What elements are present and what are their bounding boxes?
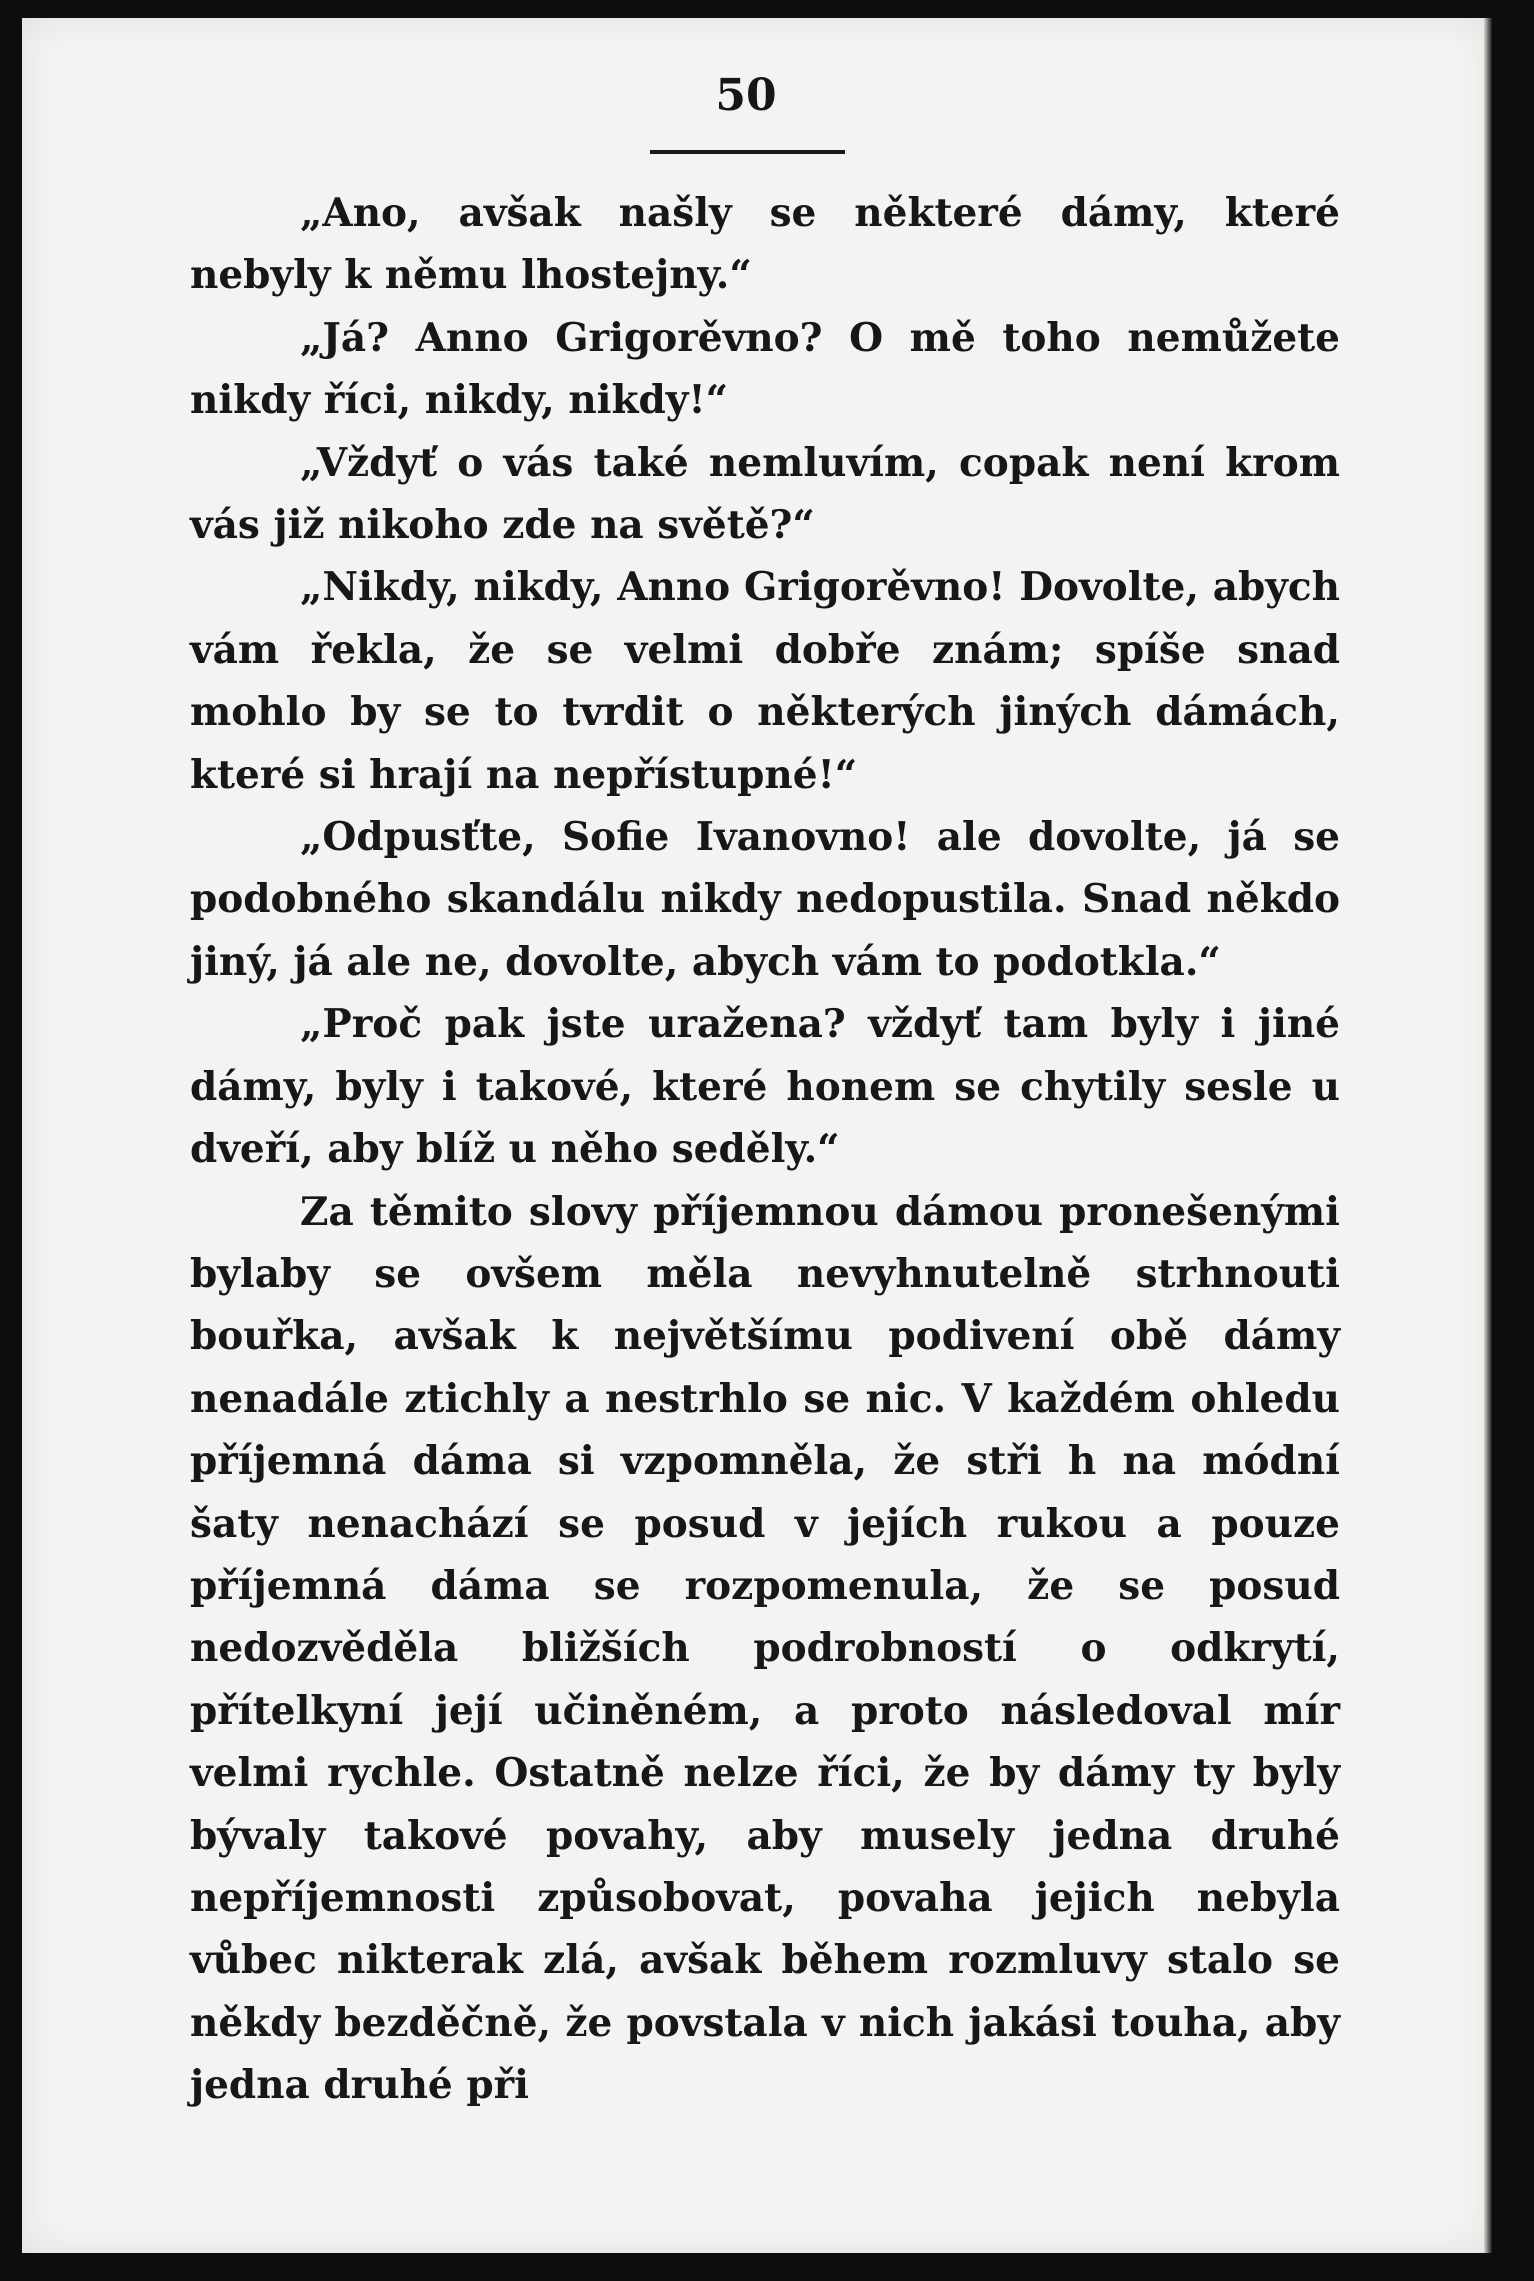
page-edge — [1484, 18, 1492, 2253]
page-number: 50 — [715, 70, 777, 121]
paragraph: Za těmito slovy příjemnou dámou pronešenými bylaby se ovšem měla nevyhnutelně strhnouti bouřka, avšak k největšímu podivení obě dámy nenadále ztichly a nestrhlo se nic. V každém ohledu příjemná dáma si vzpomněla, že stři h na módní šaty nenachází se posud v jejích rukou a pouze příjemná dáma se rozpomenula, že se posud nedozvěděla bližších podrobností o odkrytí, přítelkyní její učiněném, a proto následoval mír velmi rychle. Ostatně nelze říci, že by dámy ty byly bývaly takové povahy, aby musely jedna druhé nepříjemnosti způsobovat, povaha jejich nebyla vůbec nikterak zlá, avšak během rozmluvy stalo se někdy bezděčně, že povstala v nich jakási touha, aby jedna druhé při — [190, 1188, 1340, 2109]
paragraph: „Proč pak jste uražena? vždyť tam byly i jiné dámy, byly i takové, které honem se chytily sesle u dveří, aby blíž u něho seděly.“ — [190, 1001, 1340, 1173]
paragraph: „Nikdy, nikdy, Anno Grigorěvno! Dovolte, abych vám řekla, že se velmi dobře znám; spíše snad mohlo by se to tvrdit o některých jiných dámách, které si hrají na nepřístupné!“ — [190, 564, 1340, 798]
paragraph: „Vždyť o vás také nemluvím, copak není krom vás již nikoho zde na světě?“ — [190, 439, 1340, 549]
paragraph: „Já? Anno Grigorěvno? O mě toho nemůžete nikdy říci, nikdy, nikdy!“ — [190, 314, 1340, 424]
paragraph: „Ano, avšak našly se některé dámy, které nebyly k němu lhostejny.“ — [190, 190, 1340, 299]
paragraph: „Odpusťte, Sofie Ivanovno! ale dovolte, já se podobného skandálu nikdy nedopustila. Snad někdo jiný, já ale ne, dovolte, abych vám to podotkla.“ — [190, 814, 1340, 985]
body-text — [190, 182, 1340, 2117]
header-rule — [650, 150, 845, 154]
